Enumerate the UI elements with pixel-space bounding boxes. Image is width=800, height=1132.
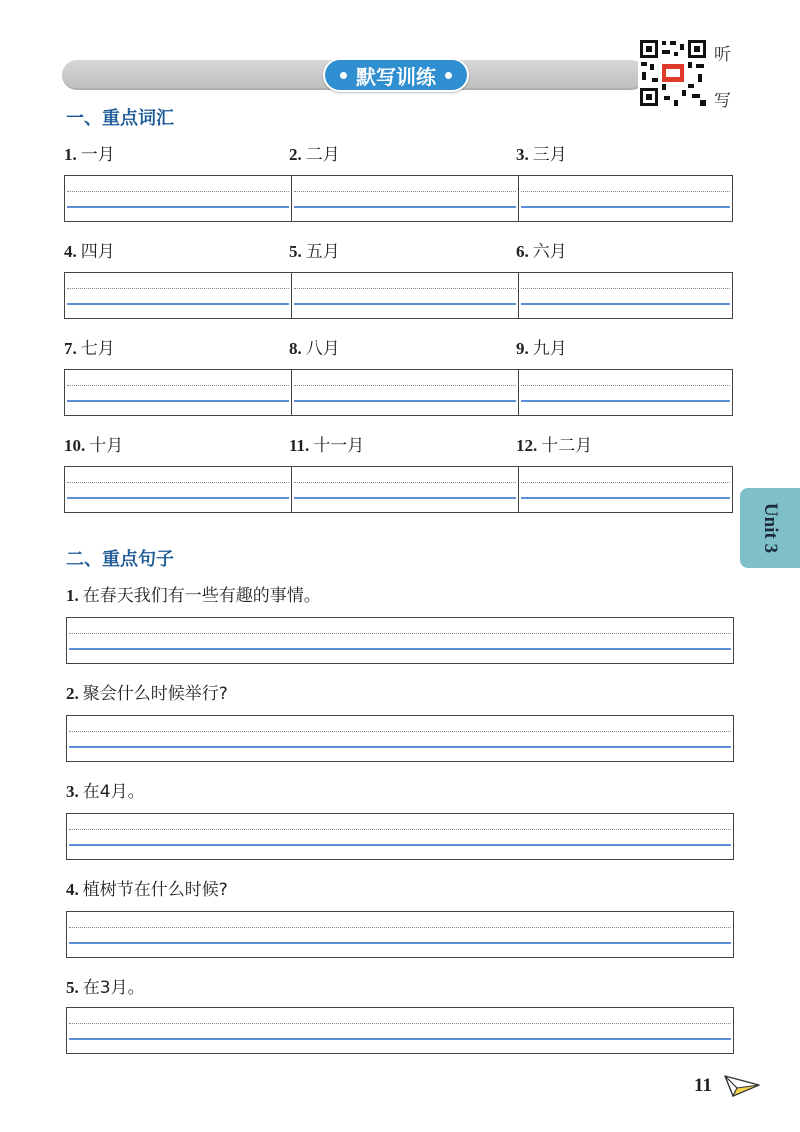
section-title-sentences: 二、重点句子 (66, 549, 174, 570)
item-number: 3. (66, 782, 79, 801)
writing-box[interactable] (518, 369, 733, 416)
item-text: 十二月 (541, 436, 593, 456)
item-number: 9. (516, 339, 529, 358)
item-text: 聚会什么时候举行? (82, 684, 228, 704)
bullet-dot-icon (445, 72, 452, 79)
writing-box[interactable] (291, 272, 519, 319)
writing-box[interactable] (66, 617, 734, 664)
listen-label: 听 (714, 45, 731, 65)
vocab-label (64, 140, 115, 165)
item-number: 1. (64, 145, 77, 164)
sentence-label (66, 875, 228, 900)
sentence-label (66, 973, 145, 998)
vocab-label (64, 334, 115, 359)
qr-code-icon[interactable] (638, 38, 708, 108)
section-title-vocabulary: 一、重点词汇 (66, 108, 174, 129)
vocab-label (64, 431, 123, 456)
vocab-label (289, 140, 340, 165)
item-text: 三月 (532, 145, 567, 165)
item-text: 十月 (89, 436, 124, 456)
unit-label: Unit 3 (760, 502, 781, 554)
item-number: 5. (66, 978, 79, 997)
item-number: 12. (516, 436, 538, 455)
item-number: 4. (64, 242, 77, 261)
writing-box[interactable] (518, 466, 733, 513)
item-text: 十一月 (313, 436, 365, 456)
item-number: 6. (516, 242, 529, 261)
item-number: 5. (289, 242, 302, 261)
vocab-label (516, 431, 592, 456)
writing-box[interactable] (66, 813, 734, 860)
item-text: 二月 (305, 145, 340, 165)
item-number: 11. (289, 436, 310, 455)
item-text: 在3月。 (82, 978, 145, 998)
item-number: 4. (66, 880, 79, 899)
vocab-label (289, 334, 340, 359)
writing-box[interactable] (66, 715, 734, 762)
item-text: 八月 (305, 339, 340, 359)
writing-box[interactable] (66, 1007, 734, 1054)
unit-side-tab (740, 488, 800, 568)
vocab-label (289, 431, 364, 456)
item-number: 2. (66, 684, 79, 703)
item-number: 7. (64, 339, 77, 358)
item-text: 一月 (80, 145, 115, 165)
sentence-label (66, 679, 228, 704)
vocab-label (516, 140, 567, 165)
header-banner-pill (323, 58, 469, 92)
writing-box[interactable] (64, 466, 292, 513)
item-text: 五月 (305, 242, 340, 262)
item-text: 七月 (80, 339, 115, 359)
page-number: 11 (694, 1075, 712, 1096)
item-number: 2. (289, 145, 302, 164)
banner-title: 默写训练 (356, 64, 436, 89)
writing-box[interactable] (291, 466, 519, 513)
sentence-label (66, 581, 321, 606)
vocab-label (289, 237, 340, 262)
item-text: 四月 (80, 242, 115, 262)
sentence-label (66, 777, 145, 802)
item-number: 10. (64, 436, 86, 455)
writing-box[interactable] (66, 911, 734, 958)
item-text: 在春天我们有一些有趣的事情。 (82, 586, 321, 606)
writing-box[interactable] (64, 175, 292, 222)
writing-box[interactable] (518, 175, 733, 222)
writing-box[interactable] (518, 272, 733, 319)
vocab-label (516, 237, 567, 262)
item-text: 植树节在什么时候? (82, 880, 228, 900)
paper-plane-icon (724, 1072, 760, 1098)
writing-box[interactable] (291, 175, 519, 222)
item-text: 九月 (532, 339, 567, 359)
vocab-label (516, 334, 567, 359)
bullet-dot-icon (340, 72, 347, 79)
vocab-label (64, 237, 115, 262)
item-number: 3. (516, 145, 529, 164)
writing-box[interactable] (64, 369, 292, 416)
writing-box[interactable] (64, 272, 292, 319)
item-text: 在4月。 (82, 782, 145, 802)
write-label: 写 (714, 91, 731, 111)
item-text: 六月 (532, 242, 567, 262)
writing-box[interactable] (291, 369, 519, 416)
item-number: 8. (289, 339, 302, 358)
item-number: 1. (66, 586, 79, 605)
